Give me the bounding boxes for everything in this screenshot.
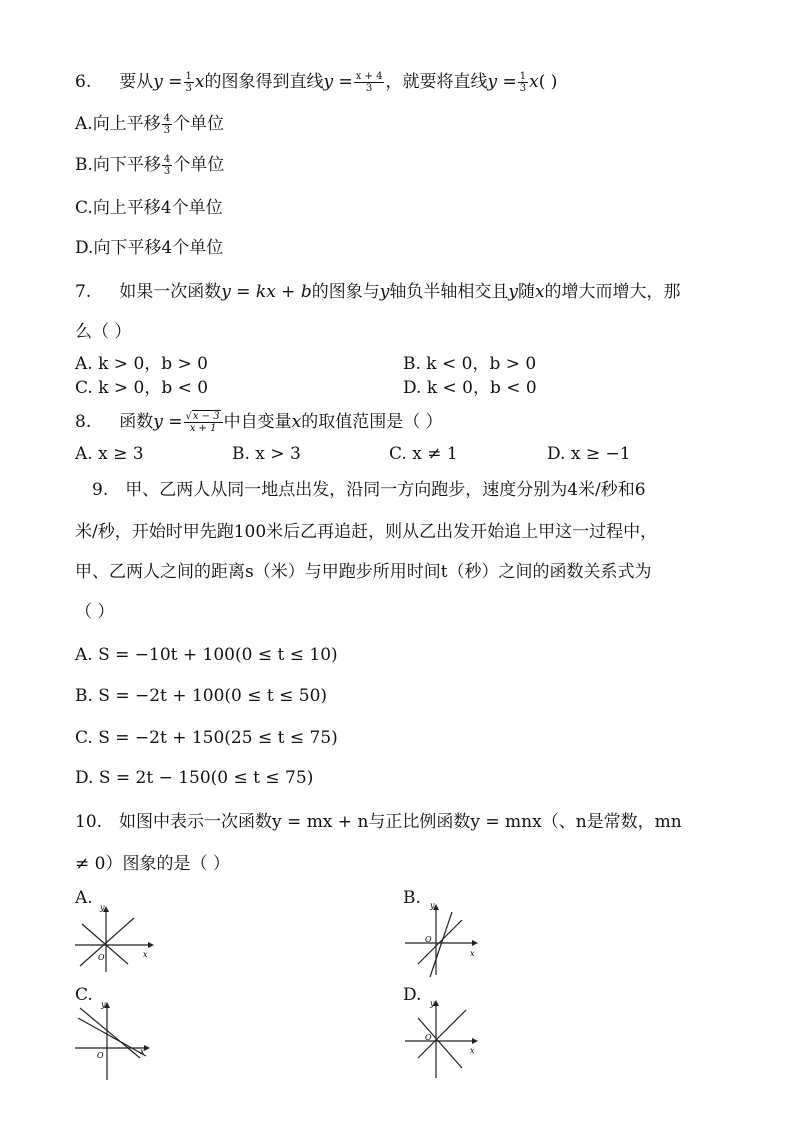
q9-stem-line2: 米/秒，开始时甲先跑100米后乙再追赶，则从乙出发开始追上甲这一过程中， [75,522,658,542]
q10-label-d: D. [403,985,422,1005]
frac-num: 1 [185,71,192,82]
option-label: A. [75,114,93,134]
q6-option-b [75,153,224,177]
q10-label-a: A. [75,888,93,908]
q8-option-c: C. x ≠ 1 [389,444,458,464]
sqrt-expr: x − 3 [192,411,220,422]
q10-graph-c [70,998,160,1083]
line-1 [78,1018,146,1056]
q7-var-y: y [508,282,518,302]
q10-label-b: B. [403,888,421,908]
q7-text-5: 的增大而增大，那 [544,282,681,302]
q8-var-x: x [291,412,302,432]
q7-var-y: y [379,282,390,302]
q6-text-3: ，就要将直线 [385,72,488,92]
option-label: B. [75,155,93,175]
q6-frac2 [354,71,385,94]
q6-option-d [75,236,223,260]
frac-den: 3 [519,83,527,94]
option-text: 个单位 [173,155,225,175]
q6-var-x: x [194,72,205,92]
q10-stem-line1: 10. 如图中表示一次函数y = mx + n与正比例函数y = mnx（、n是常数，mn [75,812,682,832]
q7-option-d: D. k < 0，b < 0 [403,378,537,398]
q7-text-3: 轴负半轴相交且 [389,282,509,302]
q10-graph-d [400,998,490,1083]
q9-option-c: C. S = −2t + 150(25 ≤ t ≤ 75) [75,728,338,748]
x-axis-arrow [472,1038,478,1044]
frac-den: 3 [185,83,192,94]
option-frac [162,113,172,136]
q6-eq3: y = [487,72,517,92]
x-axis-label: x [470,949,475,958]
option-text: 向上平移4个单位 [92,198,223,218]
q10-label-c: C. [75,985,93,1005]
q10-stem-line2: ≠ 0）图象的是（ ） [75,854,230,874]
q6-option-c [75,196,223,220]
q8-option-a: A. x ≥ 3 [75,444,144,464]
q6-stem [75,70,557,94]
q6-text-1: 要从 [119,72,154,92]
line-1 [430,912,452,977]
frac-den: x + 1 [189,423,217,434]
option-label: D. [75,238,94,258]
q7-var-x: x [534,282,545,302]
origin-label: O [97,1051,104,1060]
q7-text-1: 如果一次函数 [119,282,222,302]
q10-graph-a [70,900,160,975]
q6-frac1 [184,71,194,94]
frac-den: 3 [163,125,171,136]
q7-option-b: B. k < 0，b > 0 [403,354,537,374]
line-2 [80,1008,140,1058]
line-1 [80,918,134,966]
option-label: C. [75,198,93,218]
y-axis-label: y [100,903,105,912]
frac-num: 1 [519,71,527,82]
q8-frac [184,411,223,434]
x-axis-arrow [472,940,478,946]
q9-option-a: A. S = −10t + 100(0 ≤ t ≤ 10) [75,645,338,665]
x-axis-label: x [143,950,148,959]
q8-eq: y = [153,412,183,432]
q6-option-a [75,112,224,136]
x-axis-arrow [148,942,154,948]
option-text: 向下平移4个单位 [93,238,224,258]
q6-var-x: x [529,72,539,92]
q6-number: 6. [75,72,92,92]
option-frac [162,154,172,177]
option-text: 向下平移 [92,155,161,175]
frac-num: x + 4 [355,71,383,82]
origin-label: O [425,935,432,944]
q8-text-2: 中自变量 [223,412,292,432]
frac-num: 4 [163,113,171,124]
q7-text-4: 随 [517,282,535,302]
frac-den: 3 [163,166,171,177]
q6-text-2: 的图象得到直线 [204,72,324,92]
option-text: 向上平移 [92,114,161,134]
q8-number: 8. [75,412,92,432]
q9-stem-line1: 9. 甲、乙两人从同一地点出发，沿同一方向跑步，速度分别为4米/秒和6 [92,480,646,500]
y-axis-label: y [430,999,435,1008]
q9-option-b: B. S = −2t + 100(0 ≤ t ≤ 50) [75,686,328,706]
x-axis-arrow [144,1045,150,1051]
x-axis-label: x [140,1047,145,1056]
q7-equation: y = kx + b [221,282,312,302]
frac-num: 4 [163,154,171,165]
option-text: 个单位 [173,114,225,134]
line-2 [418,1018,462,1068]
q6-paren: ( ) [538,72,558,92]
q9-stem-line3: 甲、乙两人之间的距离s（米）与甲跑步所用时间t（秒）之间的函数关系式为 [75,562,652,582]
origin-label: O [98,953,105,962]
x-axis-label: x [470,1046,475,1055]
q6-eq2: y = [323,72,353,92]
q10-graph-b [400,900,490,980]
y-axis-label: y [101,1000,106,1009]
q7-text-2: 的图象与 [311,282,380,302]
q7-option-c: C. k > 0，b < 0 [75,378,209,398]
frac-num: √x − 3 [184,411,223,423]
q6-eq1: y = [153,72,183,92]
q7-option-a: A. k > 0，b > 0 [75,354,209,374]
q8-stem [75,410,443,434]
origin-label: O [425,1033,432,1042]
q8-text-1: 函数 [119,412,154,432]
q8-text-3: 的取值范围是（ ） [301,412,443,432]
q9-stem-line4: （ ） [75,602,115,622]
q7-stem-line2: 么（ ） [75,322,132,342]
q8-option-d: D. x ≥ −1 [547,444,631,464]
q8-option-b: B. x > 3 [232,444,301,464]
q9-option-d: D. S = 2t − 150(0 ≤ t ≤ 75) [75,768,314,788]
frac-den: 3 [365,83,373,94]
y-axis-label: y [430,901,435,910]
q7-stem [75,280,681,304]
q6-frac3 [518,71,528,94]
q7-number: 7. [75,282,92,302]
